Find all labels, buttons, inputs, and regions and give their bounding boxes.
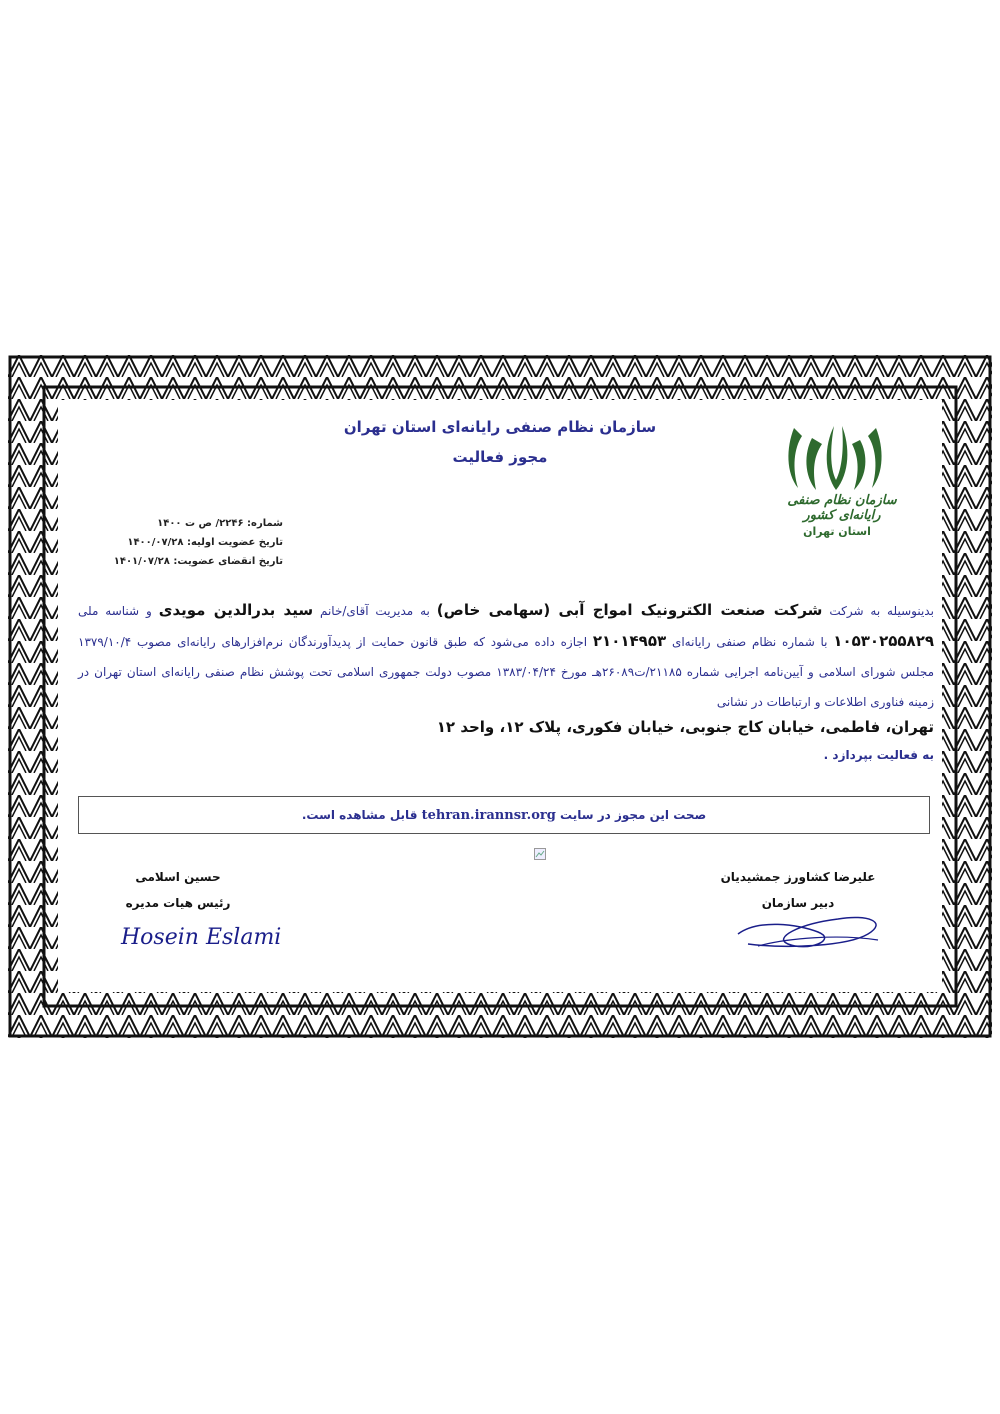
membership-label: با شماره نظام صنفی رایانه‌ای [671, 635, 828, 649]
left-signature-icon [113, 914, 282, 954]
company-name: شرکت صنعت الکترونیک امواج آبی (سهامی خاص) [436, 601, 823, 619]
right-signatory-role: دبیر سازمان [761, 896, 835, 910]
initial-membership-date: تاریخ عضویت اولیه: ۱۴۰۰/۰۷/۲۸ [127, 537, 283, 548]
national-id-label: و شناسه ملی [78, 604, 152, 618]
left-signatory-name: حسین اسلامی [135, 870, 221, 884]
membership-expiry-date: تاریخ انقضای عضویت: ۱۴۰۱/۰۷/۲۸ [113, 556, 283, 567]
membership-number: ۲۱۰۱۴۹۵۳ [592, 632, 667, 650]
verification-text [79, 797, 929, 834]
business-address: تهران، فاطمی، خیابان کاج جنوبی، خیابان فکوری، پلاک ۱۲، واحد ۱۲ [436, 718, 934, 736]
left-signature-handwriting: Hosein Eslami [121, 925, 282, 950]
logo-org-name: سازمان نظام صنفی رایانه‌ای کشور [787, 493, 897, 523]
page-title: سازمان نظام صنفی رایانه‌ای استان تهران [343, 418, 657, 436]
permission-text: اجازه داده می‌شود که طبق قانون حمایت از پدیدآورندگان نرم‌افزارهای رایانه‌ای مصوب ۱۳۷۹/۱۰/۴ مجلس شورای اسلامی و آیین‌نامه اجرایی شماره ۲۱۱۸۵/ت۲۶۰۸۹هـ مورخ ۱۳۸۳/۰۴/۲۴ مصوب دولت جمهوری اسلامی تحت پوشش نظام صنفی رایانه‌ای استان تهران در زمینه فناوری اطلاعات و ارتباطات در نشانی [78, 635, 935, 709]
ending-text: به فعالیت بپردازد . [823, 748, 934, 762]
certificate-number: شماره: ۲۲۴۶/ ص ت ۱۴۰۰ [157, 518, 283, 529]
verify-site-link[interactable]: tehran.irannsr.org [421, 808, 556, 823]
manager-name: سید بدرالدین مویدی [158, 601, 314, 619]
certificate-body [78, 595, 934, 717]
verify-suffix: قابل مشاهده است. [301, 808, 418, 822]
broken-image-icon [534, 848, 546, 860]
intro-text: بدینوسیله به شرکت [829, 604, 934, 618]
page-subtitle: مجوز فعالیت [452, 448, 548, 466]
national-id: ۱۰۵۳۰۲۵۵۸۲۹ [833, 632, 935, 650]
certificate-content [58, 400, 942, 992]
logo-province: استان تهران [803, 525, 871, 538]
verify-prefix: صحت این مجوز در سایت [560, 808, 707, 822]
management-label: به مدیریت آقای/خانم [319, 604, 430, 618]
right-signatory-name: علیرضا کشاورز جمشیدیان [720, 870, 876, 884]
right-signature-icon [728, 904, 898, 954]
verification-box [78, 796, 930, 834]
certificate [8, 355, 992, 1038]
left-signatory-role: رئیس هیات مدیره [125, 896, 231, 910]
